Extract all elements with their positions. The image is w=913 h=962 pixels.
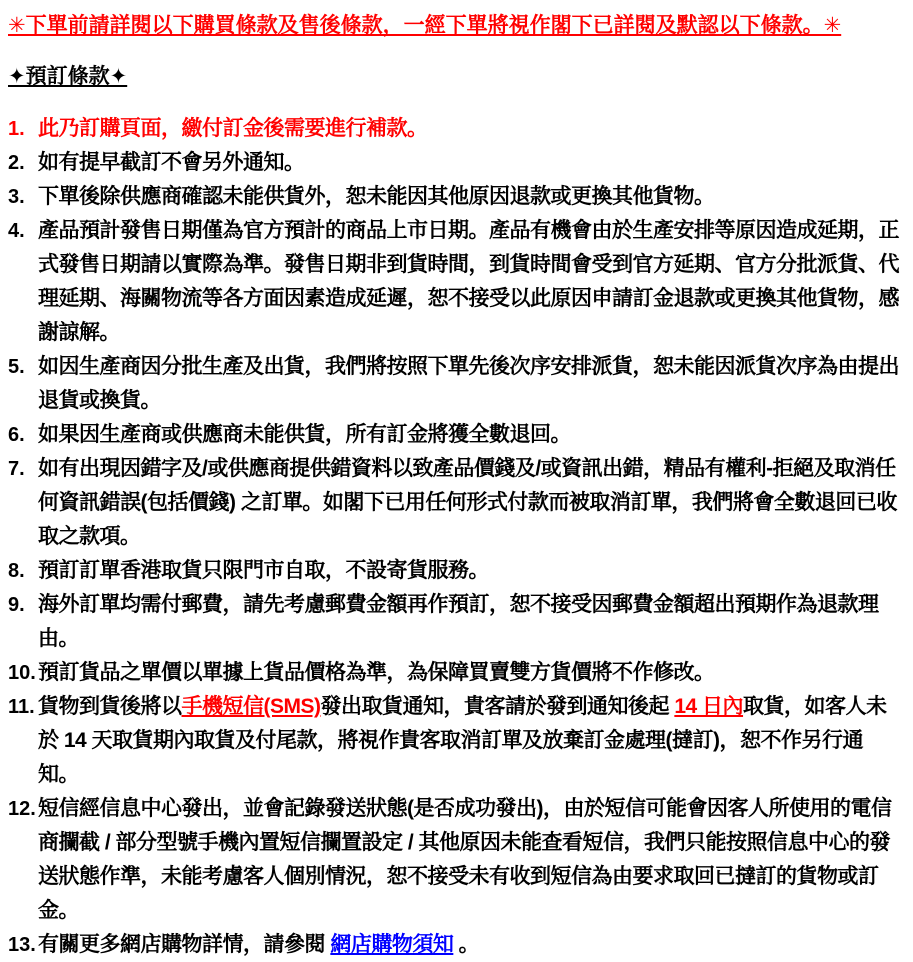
term-number: 7. bbox=[8, 458, 25, 480]
term-item-9 bbox=[8, 588, 903, 656]
term-text-segment: 如有提早截訂不會另外通知。 bbox=[38, 151, 305, 174]
term-text bbox=[38, 452, 903, 554]
term-text bbox=[38, 588, 903, 656]
term-text bbox=[38, 928, 903, 962]
term-number: 10. bbox=[8, 662, 36, 684]
term-item-13 bbox=[8, 928, 903, 962]
term-text bbox=[38, 554, 903, 588]
term-number: 12. bbox=[8, 798, 36, 820]
term-item-5 bbox=[8, 350, 903, 418]
term-text-segment: 有關更多網店購物詳情，請參閱 bbox=[38, 933, 331, 956]
term-text-segment: 短信經信息中心發出，並會記錄發送狀態(是否成功發出)，由於短信可能會因客人所使用的電信商攔截 / 部分型號手機內置短信攔置設定 / 其他原因未能查看短信，我們只能按照信息中心的發送狀態作準，未能考慮客人個別情況，恕不接受未有收到短信為由要求取回已撻訂的貨物或訂金。 bbox=[38, 797, 892, 922]
terms-list bbox=[8, 112, 903, 962]
term-text bbox=[38, 180, 903, 214]
term-text-segment: 如因生產商因分批生產及出貨，我們將按照下單先後次序安排派貨，恕未能因派貨次序為由提出退貨或換貨。 bbox=[38, 355, 899, 412]
term-text-segment: 此乃訂購頁面，繳付訂金後需要進行補款。 bbox=[38, 117, 428, 140]
term-text-segment: 預訂訂單香港取貨只限門市自取，不設寄貨服務。 bbox=[38, 559, 489, 582]
term-text bbox=[38, 214, 903, 350]
term-number: 9. bbox=[8, 594, 25, 616]
shop-guide-link[interactable]: 網店購物須知 bbox=[330, 933, 454, 956]
term-text-segment: 。 bbox=[453, 933, 480, 956]
term-text-segment: 海外訂單均需付郵費，請先考慮郵費金額再作預訂，恕不接受因郵費金額超出預期作為退款理由。 bbox=[38, 593, 879, 650]
term-text bbox=[38, 792, 903, 928]
term-item-12 bbox=[8, 792, 903, 928]
term-item-10 bbox=[8, 656, 903, 690]
term-item-8 bbox=[8, 554, 903, 588]
term-text-segment: 產品預計發售日期僅為官方預計的商品上市日期。產品有機會由於生產安排等原因造成延期，正式發售日期請以實際為準。發售日期非到貨時間，到貨時間會受到官方延期、官方分批派貨、代理延期、海關物流等各方面因素造成延遲，恕不接受以此原因申請訂金退款或更換其他貨物，感謝諒解。 bbox=[38, 219, 899, 344]
term-text-segment: 貨物到貨後將以 bbox=[38, 695, 182, 718]
term-number: 8. bbox=[8, 560, 25, 582]
term-text bbox=[38, 656, 903, 690]
pre-order-warning: ✳下單前請詳閱以下購買條款及售後條款，一經下單將視作閣下已詳閱及默認以下條款。✳ bbox=[8, 14, 842, 37]
term-item-3 bbox=[8, 180, 903, 214]
term-text bbox=[38, 146, 903, 180]
term-text-segment: 如果因生產商或供應商未能供貨，所有訂金將獲全數退回。 bbox=[38, 423, 571, 446]
term-text bbox=[38, 690, 903, 792]
term-item-2 bbox=[8, 146, 903, 180]
term-item-6 bbox=[8, 418, 903, 452]
term-text-segment: 下單後除供應商確認未能供貨外，恕未能因其他原因退款或更換其他貨物。 bbox=[38, 185, 715, 208]
term-text bbox=[38, 112, 903, 146]
term-item-7 bbox=[8, 452, 903, 554]
term-item-4 bbox=[8, 214, 903, 350]
term-number: 1. bbox=[8, 118, 25, 140]
term-number: 2. bbox=[8, 152, 25, 174]
term-item-11 bbox=[8, 690, 903, 792]
sms-highlight: 手機短信(SMS) bbox=[181, 695, 321, 718]
term-text-segment: 取貨，如客人未於 14 天取貨期內取貨及付尾款，將視作貴客取消訂單及放棄訂金處理(撻訂)，恕不作另行通知。 bbox=[38, 695, 887, 786]
term-text-segment: 預訂貨品之單價以單據上貨品價格為準，為保障買賣雙方貨價將不作修改。 bbox=[38, 661, 715, 684]
term-number: 11. bbox=[8, 696, 35, 718]
term-number: 3. bbox=[8, 186, 25, 208]
pickup-deadline-highlight: 14 日內 bbox=[674, 695, 744, 718]
term-text-segment: 如有出現因錯字及/或供應商提供錯資料以致產品價錢及/或資訊出錯，精品有權利-拒絕及取消任何資訊錯誤(包括價錢) 之訂單。如閣下已用任何形式付款而被取消訂單，我們將會全數退回已收取之款項。 bbox=[38, 457, 897, 548]
term-number: 6. bbox=[8, 424, 25, 446]
term-number: 13. bbox=[8, 934, 36, 956]
term-item-1 bbox=[8, 112, 903, 146]
term-text bbox=[38, 350, 903, 418]
term-number: 5. bbox=[8, 356, 25, 378]
term-text-segment: 發出取貨通知，貴客請於發到通知後起 bbox=[320, 695, 675, 718]
term-number: 4. bbox=[8, 220, 25, 242]
term-text bbox=[38, 418, 903, 452]
section-heading: ✦預訂條款✦ bbox=[8, 65, 128, 88]
